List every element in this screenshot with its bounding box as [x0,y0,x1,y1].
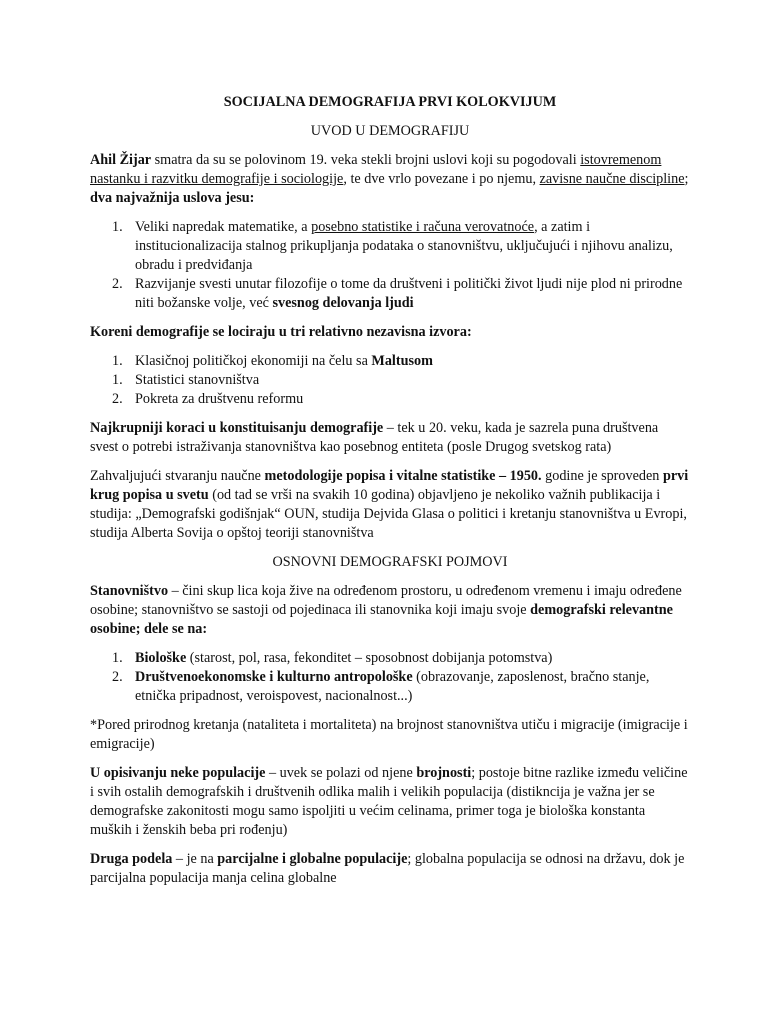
text-run: (starost, pol, rasa, fekonditet – sposobnost dobijanja potomstva) [186,650,553,666]
underlined-text: zavisne naučne discipline [539,171,685,187]
text-run: ; [684,171,689,187]
list-item [90,275,690,313]
list-number: 2. [112,276,123,292]
text-run: (obrazovanje, zaposlenost, bračno stanje, etnička pripadnost, veroispovest, nacionalnost...) [135,669,650,704]
bold-text: Društvenoekonomske i kulturno antropološke [135,669,413,685]
bold-text: demografski relevantne osobine; dele se na: [90,602,673,637]
underlined-text: istovremenom nastanku i razvitku demografije i sociologije [90,152,662,187]
section-heading-intro: UVOD U DEMOGRAFIJU [310,123,470,139]
paragraph-description [90,764,690,840]
text-run: ; postoje bitne razlike između veličine i svih ostalih demografskih i društvenih odlika malih i velikih populacija (distikncija je važna jer se demografske zakonitosti mogu samo ispoljiti u većim celinama, primer toga je biološka konstanta muških i ženskih beba pri rođenju) [90,765,688,838]
underlined-text: posebno statistike i računa verovatnoće [311,219,535,235]
bold-text: Koreni demografije se lociraju u tri relativno nezavisna izvora: [90,324,472,340]
bold-text: U opisivanju neke populacije [90,765,266,781]
text-run: – tek u 20. veku, kada je sazrela puna društvena svest o potrebi istraživanja stanovništva kao posebnog entiteta (posle Drugog svetskog rata) [90,420,659,455]
text-run: Razvijanje svesti unutar filozofije o tome da društveni i politički život ljudi nije plod ni prirodne niti božanske volje, već [135,276,683,311]
paragraph-migration-note: *Pored prirodnog kretanja (nataliteta i mortaliteta) na brojnost stanovništva utiču i migracije (imigracije i emigracije) [90,717,688,752]
bold-text: Ahil Žijar [90,152,152,168]
bold-text: Stanovništvo [90,583,169,599]
text-run: Veliki napredak matematike, a [135,219,312,235]
list-item [90,371,690,390]
bold-text: Najkrupniji koraci u konstituisanju demografije [90,420,384,436]
text-run: – uvek se polazi od njene [265,765,417,781]
list-number: 1. [112,219,123,235]
roots-list [90,352,690,409]
list-item [90,218,690,275]
paragraph-roots [90,323,690,342]
text-run: smatra da su se polovinom 19. veka stekli brojni uslovi koji su pogodovali [151,152,581,168]
paragraph-steps [90,419,690,457]
text-run: , te dve vrlo povezane i po njemu, [343,171,540,187]
text-run: , a zatim i institucionalizacija stalnog prikupljanja podataka o stanovništvu, uključujući i njihovu analizu, obradu i predviđanja [135,219,673,273]
bold-text: metodologije popisa i vitalne statistike – 1950. [264,468,542,484]
characteristics-list [90,649,690,706]
bold-text: Maltusom [371,353,433,369]
text-run: Zahvaljujući stvaranju naučne [90,468,265,484]
paragraph-division [90,850,690,888]
bold-text: dva najvažnija uslova jesu: [90,190,255,206]
list-item [90,668,690,706]
section-heading-concepts: OSNOVNI DEMOGRAFSKI POJMOVI [272,554,508,570]
list-number: 1. [112,353,123,369]
list-number: 2. [112,391,123,407]
text-run: Klasičnoj političkoj ekonomiji na čelu sa [135,353,372,369]
paragraph-zijar [90,151,690,208]
bold-text: Biološke [135,650,187,666]
text-run: Pokreta za društvenu reformu [135,391,304,407]
bold-text: svesnog delovanja ljudi [272,295,414,311]
text-run: Statistici stanovništva [135,372,260,388]
text-run: godine je sproveden [541,468,663,484]
list-number: 2. [112,669,123,685]
bold-text: brojnosti [416,765,472,781]
paragraph-population [90,582,690,639]
list-item [90,390,690,409]
document-title: SOCIJALNA DEMOGRAFIJA PRVI KOLOKVIJUM [223,94,557,110]
text-run: – je na [172,851,218,867]
paragraph-census [90,467,690,543]
list-item [90,649,690,668]
text-run: (od tad se vrši na svakih 10 godina) objavljeno je nekoliko važnih publikacija i studija: „Demografski godišnjak“ OUN, studija Dejvida Glasa o politici i kretanju stanovništva u Evropi, studija Alberta Sovija o opštoj teoriji stanovništva [90,487,687,541]
bold-text: Druga podela [90,851,173,867]
list-number: 1. [112,372,123,388]
bold-text: parcijalne i globalne populacije [217,851,408,867]
document-page [90,93,690,898]
list-item [90,352,690,371]
bold-text: prvi krug popisa u svetu [90,468,689,503]
text-run: – čini skup lica koja žive na određenom prostoru, u određenom vremenu i imaju određene osobine; stanovništvo se sastoji od pojedinaca ili stanovnika koji imaju svoje [90,583,682,618]
conditions-list [90,218,690,313]
list-number: 1. [112,650,123,666]
text-run: ; globalna populacija se odnosi na državu, dok je parcijalna populacija manja celina globalne [90,851,685,886]
